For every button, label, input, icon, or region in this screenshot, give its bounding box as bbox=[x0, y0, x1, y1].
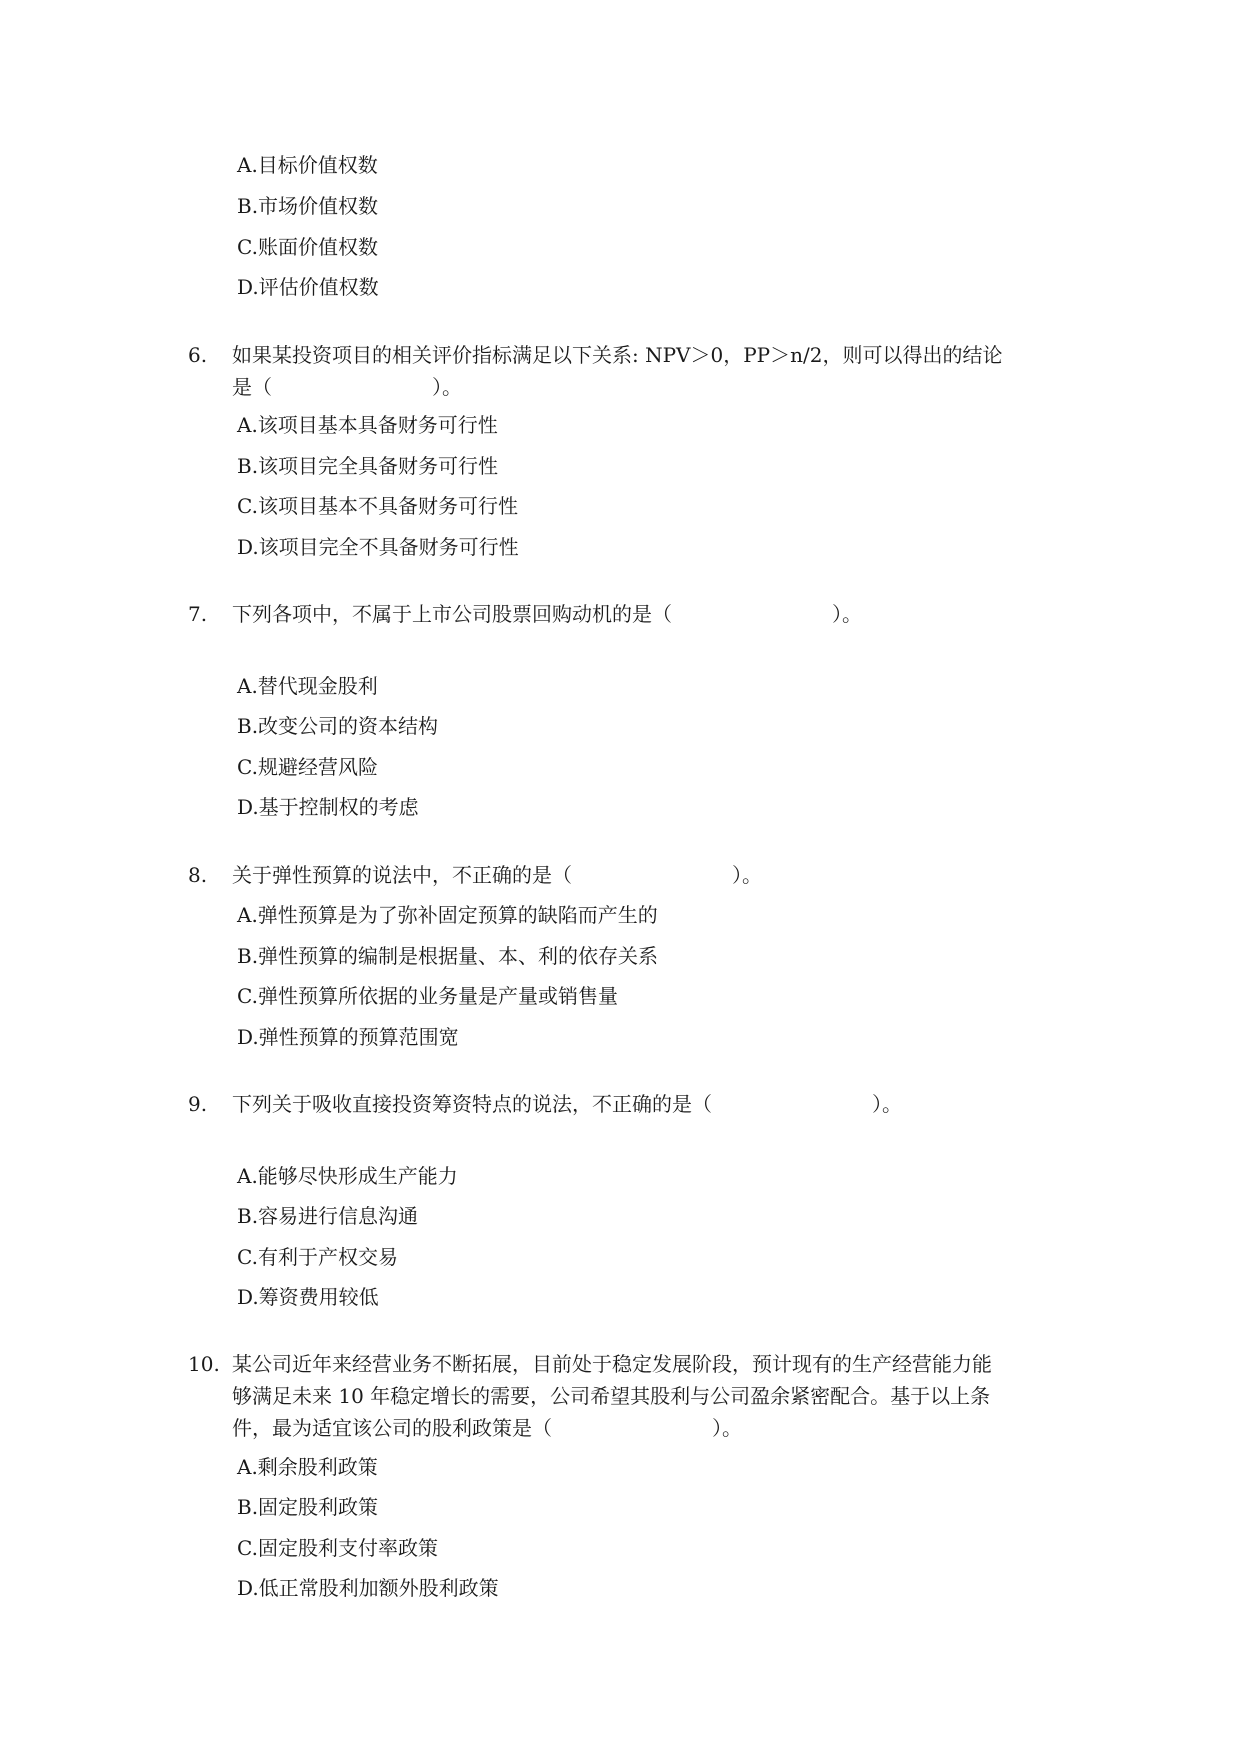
q10-option-b: B.固定股利政策 bbox=[237, 1495, 379, 1519]
q10-text-line3: 件，最为适宜该公司的股利政策是（ ）。 bbox=[232, 1416, 742, 1440]
q5-option-d: D.评估价值权数 bbox=[237, 275, 379, 299]
q6-number: 6. bbox=[188, 343, 208, 367]
q9-text-line1: 下列关于吸收直接投资筹资特点的说法，不正确的是（ ）。 bbox=[232, 1092, 902, 1116]
q10-text-line2: 够满足未来 10 年稳定增长的需要，公司希望其股利与公司盈余紧密配合。基于以上条 bbox=[232, 1384, 991, 1408]
q6-option-a: A.该项目基本具备财务可行性 bbox=[237, 413, 498, 437]
q7-number: 7. bbox=[188, 602, 208, 626]
q7-option-b: B.改变公司的资本结构 bbox=[237, 714, 439, 738]
q8-number: 8. bbox=[188, 863, 208, 887]
q5-option-c: C.账面价值权数 bbox=[237, 235, 378, 259]
q8-option-b: B.弹性预算的编制是根据量、本、利的依存关系 bbox=[237, 944, 659, 968]
q10-text-line1: 某公司近年来经营业务不断拓展，目前处于稳定发展阶段，预计现有的生产经营能力能 bbox=[232, 1352, 992, 1376]
q6-option-d: D.该项目完全不具备财务可行性 bbox=[237, 535, 519, 559]
q8-option-d: D.弹性预算的预算范围宽 bbox=[237, 1025, 459, 1049]
q7-text-line1: 下列各项中，不属于上市公司股票回购动机的是（ ）。 bbox=[232, 602, 862, 626]
q10-option-c: C.固定股利支付率政策 bbox=[237, 1536, 438, 1560]
q5-option-b: B.市场价值权数 bbox=[237, 194, 379, 218]
q9-option-d: D.筹资费用较低 bbox=[237, 1285, 379, 1309]
q9-option-a: A.能够尽快形成生产能力 bbox=[237, 1164, 458, 1188]
q6-option-c: C.该项目基本不具备财务可行性 bbox=[237, 494, 518, 518]
q10-option-a: A.剩余股利政策 bbox=[237, 1455, 378, 1479]
q9-number: 9. bbox=[188, 1092, 208, 1116]
q6-text-line2: 是（ ）。 bbox=[232, 375, 462, 399]
q6-option-b: B.该项目完全具备财务可行性 bbox=[237, 454, 499, 478]
q7-option-a: A.替代现金股利 bbox=[237, 674, 378, 698]
q8-option-c: C.弹性预算所依据的业务量是产量或销售量 bbox=[237, 984, 618, 1008]
q9-option-b: B.容易进行信息沟通 bbox=[237, 1204, 419, 1228]
q5-option-a: A.目标价值权数 bbox=[237, 153, 378, 177]
q8-option-a: A.弹性预算是为了弥补固定预算的缺陷而产生的 bbox=[237, 903, 658, 927]
q9-option-c: C.有利于产权交易 bbox=[237, 1245, 398, 1269]
q10-option-d: D.低正常股利加额外股利政策 bbox=[237, 1576, 499, 1600]
q7-option-c: C.规避经营风险 bbox=[237, 755, 378, 779]
q10-number: 10. bbox=[188, 1352, 220, 1376]
q8-text-line1: 关于弹性预算的说法中，不正确的是（ ）。 bbox=[232, 863, 762, 887]
q6-text-line1: 如果某投资项目的相关评价指标满足以下关系: NPV＞0，PP＞n/2，则可以得出的结论 bbox=[232, 343, 1003, 367]
q7-option-d: D.基于控制权的考虑 bbox=[237, 795, 419, 819]
